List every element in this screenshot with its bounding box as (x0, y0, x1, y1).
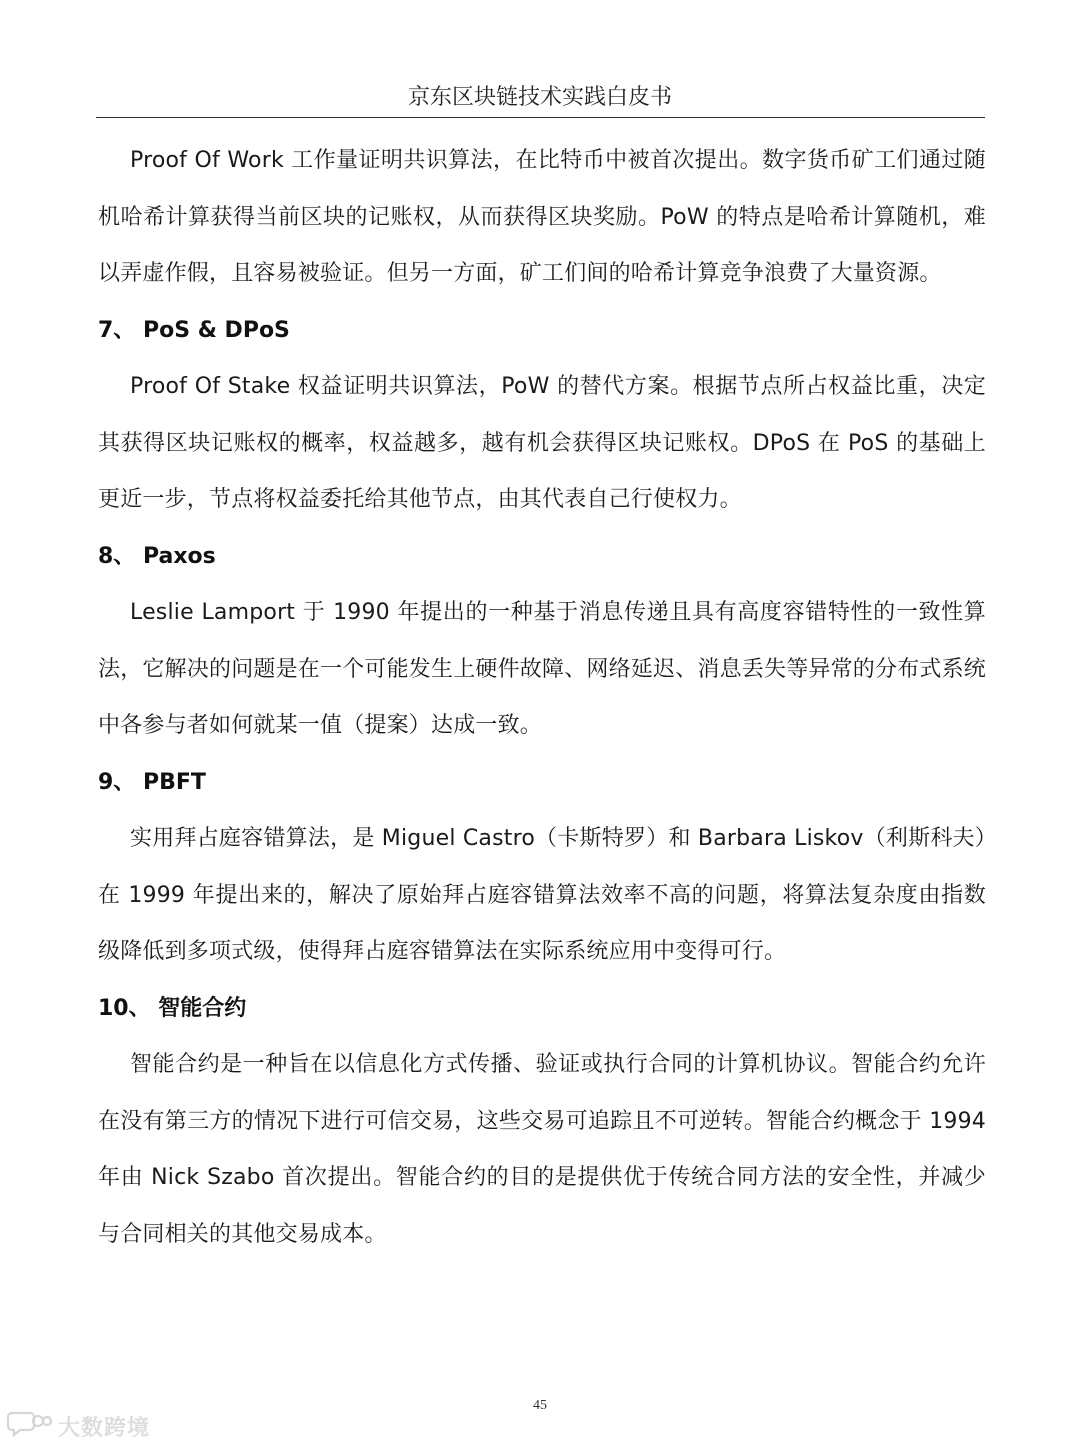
paxos-paragraph: Leslie Lamport 于 1990 年提出的一种基于消息传递且具有高度容错特性的一致性算法，它解决的问题是在一个可能发生上硬件故障、网络延迟、消息丢失等异常的分布式系统中各参与者如何就某一值（提案）达成一致。 (98, 600, 987, 738)
document-body (98, 133, 986, 1263)
section-heading-pos: 7、 PoS & DPoS (98, 317, 290, 343)
chat-bubble-logo-icon (6, 1409, 52, 1443)
page-header-title: 京东区块链技术实践白皮书 (407, 85, 672, 110)
page-number: 45 (533, 1398, 547, 1413)
section-heading-smart-contract: 10、 智能合约 (98, 995, 247, 1021)
pbft-paragraph: 实用拜占庭容错算法，是 Miguel Castro（卡斯特罗）和 Barbara Liskov（利斯科夫）在 1999 年提出来的，解决了原始拜占庭容错算法效率不高的问题，将算法复杂度由指数级降低到多项式级，使得拜占庭容错算法在实际系统应用中变得可行。 (98, 826, 986, 964)
section-heading-pbft: 9、 PBFT (98, 769, 206, 795)
section-heading-paxos: 8、 Paxos (98, 543, 216, 569)
watermark-text: 大数跨境 (58, 1415, 151, 1441)
pow-paragraph: Proof Of Work 工作量证明共识算法，在比特币中被首次提出。数字货币矿工们通过随机哈希计算获得当前区块的记账权，从而获得区块奖励。PoW 的特点是哈希计算随机，难以弄虚作假，且容易被验证。但另一方面，矿工们间的哈希计算竞争浪费了大量资源。 (98, 148, 986, 286)
smart-contract-paragraph: 智能合约是一种旨在以信息化方式传播、验证或执行合同的计算机协议。智能合约允许在没有第三方的情况下进行可信交易，这些交易可追踪且不可逆转。智能合约概念于 1994 年由 Nick Szabo 首次提出。智能合约的目的是提供优于传统合同方法的安全性，并减少与合同相关的其他交易成本。 (98, 1052, 986, 1247)
watermark (6, 1410, 150, 1442)
header-divider (96, 117, 985, 118)
pos-paragraph: Proof Of Stake 权益证明共识算法，PoW 的替代方案。根据节点所占权益比重，决定其获得区块记账权的概率，权益越多，越有机会获得区块记账权。DPoS 在 PoS 的基础上更近一步，节点将权益委托给其他节点，由其代表自己行使权力。 (98, 374, 986, 512)
